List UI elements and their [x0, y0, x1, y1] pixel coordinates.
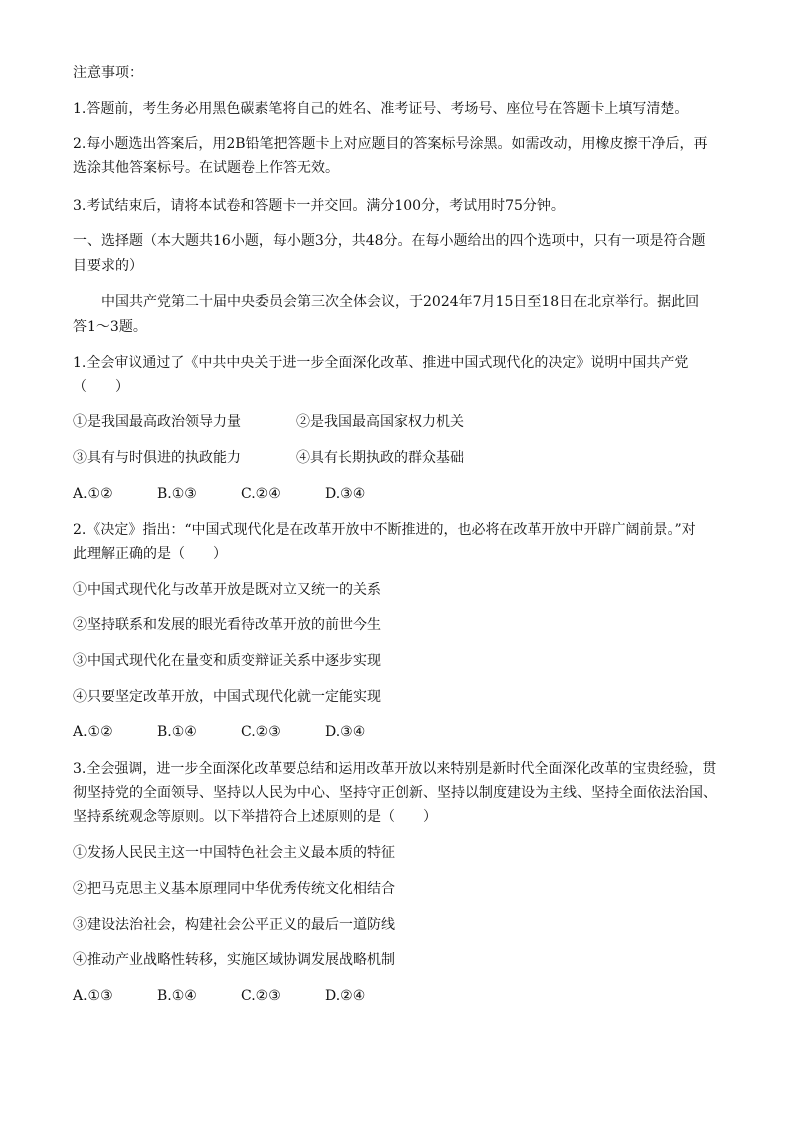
notice-item-3: 3.考试结束后，请将本试卷和答题卡一并交回。满分100分，考试用时75分钟。 [73, 198, 565, 214]
notice-title: 注意事项： [73, 65, 143, 81]
q1-choice-d: D.③④ [325, 486, 366, 502]
material-text: 中国共产党第二十届中央委员会第三次全体会议，于2024年7月15日至18日在北京举行。据此回 [101, 294, 700, 310]
section-heading: 一、选择题（本大题共16小题，每小题3分，共48分。在每小题给出的四个选项中，只有一项是符合题 [73, 233, 706, 249]
q3-stem-cont-2: 坚持系统观念等原则。以下举措符合上述原则的是（ ） [73, 809, 437, 825]
material-text-cont: 答1～3题。 [73, 319, 147, 335]
q1-option-2: ②是我国最高国家权力机关 [296, 414, 464, 430]
q1-choice-b: B.①③ [157, 486, 197, 502]
q1-stem-cont: （ ） [73, 379, 129, 395]
q1-choice-a: A.①② [73, 486, 113, 502]
q3-choice-b: B.①④ [157, 988, 197, 1004]
q2-stem: 2.《决定》指出：“中国式现代化是在改革开放中不断推进的，也必将在改革开放中开辟广阔前景。”对 [73, 522, 696, 538]
q2-stem-cont: 此理解正确的是（ ） [73, 546, 227, 562]
q2-option-3: ③中国式现代化在量变和质变辩证关系中逐步实现 [73, 653, 381, 669]
notice-item-1: 1.答题前，考生务必用黑色碳素笔将自己的姓名、准考证号、考场号、座位号在答题卡上填写清楚。 [73, 101, 689, 117]
q3-option-4: ④推动产业战略性转移，实施区域协调发展战略机制 [73, 952, 395, 968]
q1-stem: 1.全会审议通过了《中共中央关于进一步全面深化改革、推进中国式现代化的决定》说明中国共产党 [73, 355, 689, 371]
q3-choices [73, 986, 409, 1006]
q1-option-1: ①是我国最高政治领导力量 [73, 414, 241, 430]
notice-item-2-cont: 选涂其他答案标号。在试题卷上作答无效。 [73, 160, 339, 176]
q1-option-3: ③具有与时俱进的执政能力 [73, 450, 241, 466]
q2-choice-d: D.③④ [325, 724, 366, 740]
q1-choices [73, 484, 409, 504]
section-heading-cont: 目要求的） [73, 258, 143, 274]
q3-choice-a: A.①③ [73, 988, 113, 1004]
q2-option-4: ④只要坚定改革开放，中国式现代化就一定能实现 [73, 689, 381, 705]
q2-option-1: ①中国式现代化与改革开放是既对立又统一的关系 [73, 582, 381, 598]
q3-choice-c: C.②③ [241, 988, 281, 1004]
q2-choice-a: A.①② [73, 724, 113, 740]
q3-stem: 3.全会强调，进一步全面深化改革要总结和运用改革开放以来特别是新时代全面深化改革的宝贵经验，贯 [73, 761, 717, 777]
q2-choice-c: C.②③ [241, 724, 281, 740]
q3-stem-cont-1: 彻坚持党的全面领导、坚持以人民为中心、坚持守正创新、坚持以制度建设为主线、坚持全面依法治国、 [73, 785, 717, 801]
q2-option-2: ②坚持联系和发展的眼光看待改革开放的前世今生 [73, 617, 381, 633]
q1-choice-c: C.②④ [241, 486, 281, 502]
q2-choice-b: B.①④ [157, 724, 197, 740]
q3-option-3: ③建设法治社会，构建社会公平正义的最后一道防线 [73, 917, 395, 933]
q1-option-4: ④具有长期执政的群众基础 [296, 450, 464, 466]
notice-item-2: 2.每小题选出答案后，用2B铅笔把答题卡上对应题目的答案标号涂黑。如需改动，用橡皮擦干净后，再 [73, 136, 708, 152]
q2-choices [73, 722, 409, 742]
q3-option-1: ①发扬人民民主这一中国特色社会主义最本质的特征 [73, 845, 395, 861]
q3-choice-d: D.②④ [325, 988, 366, 1004]
q3-option-2: ②把马克思主义基本原理同中华优秀传统文化相结合 [73, 881, 395, 897]
